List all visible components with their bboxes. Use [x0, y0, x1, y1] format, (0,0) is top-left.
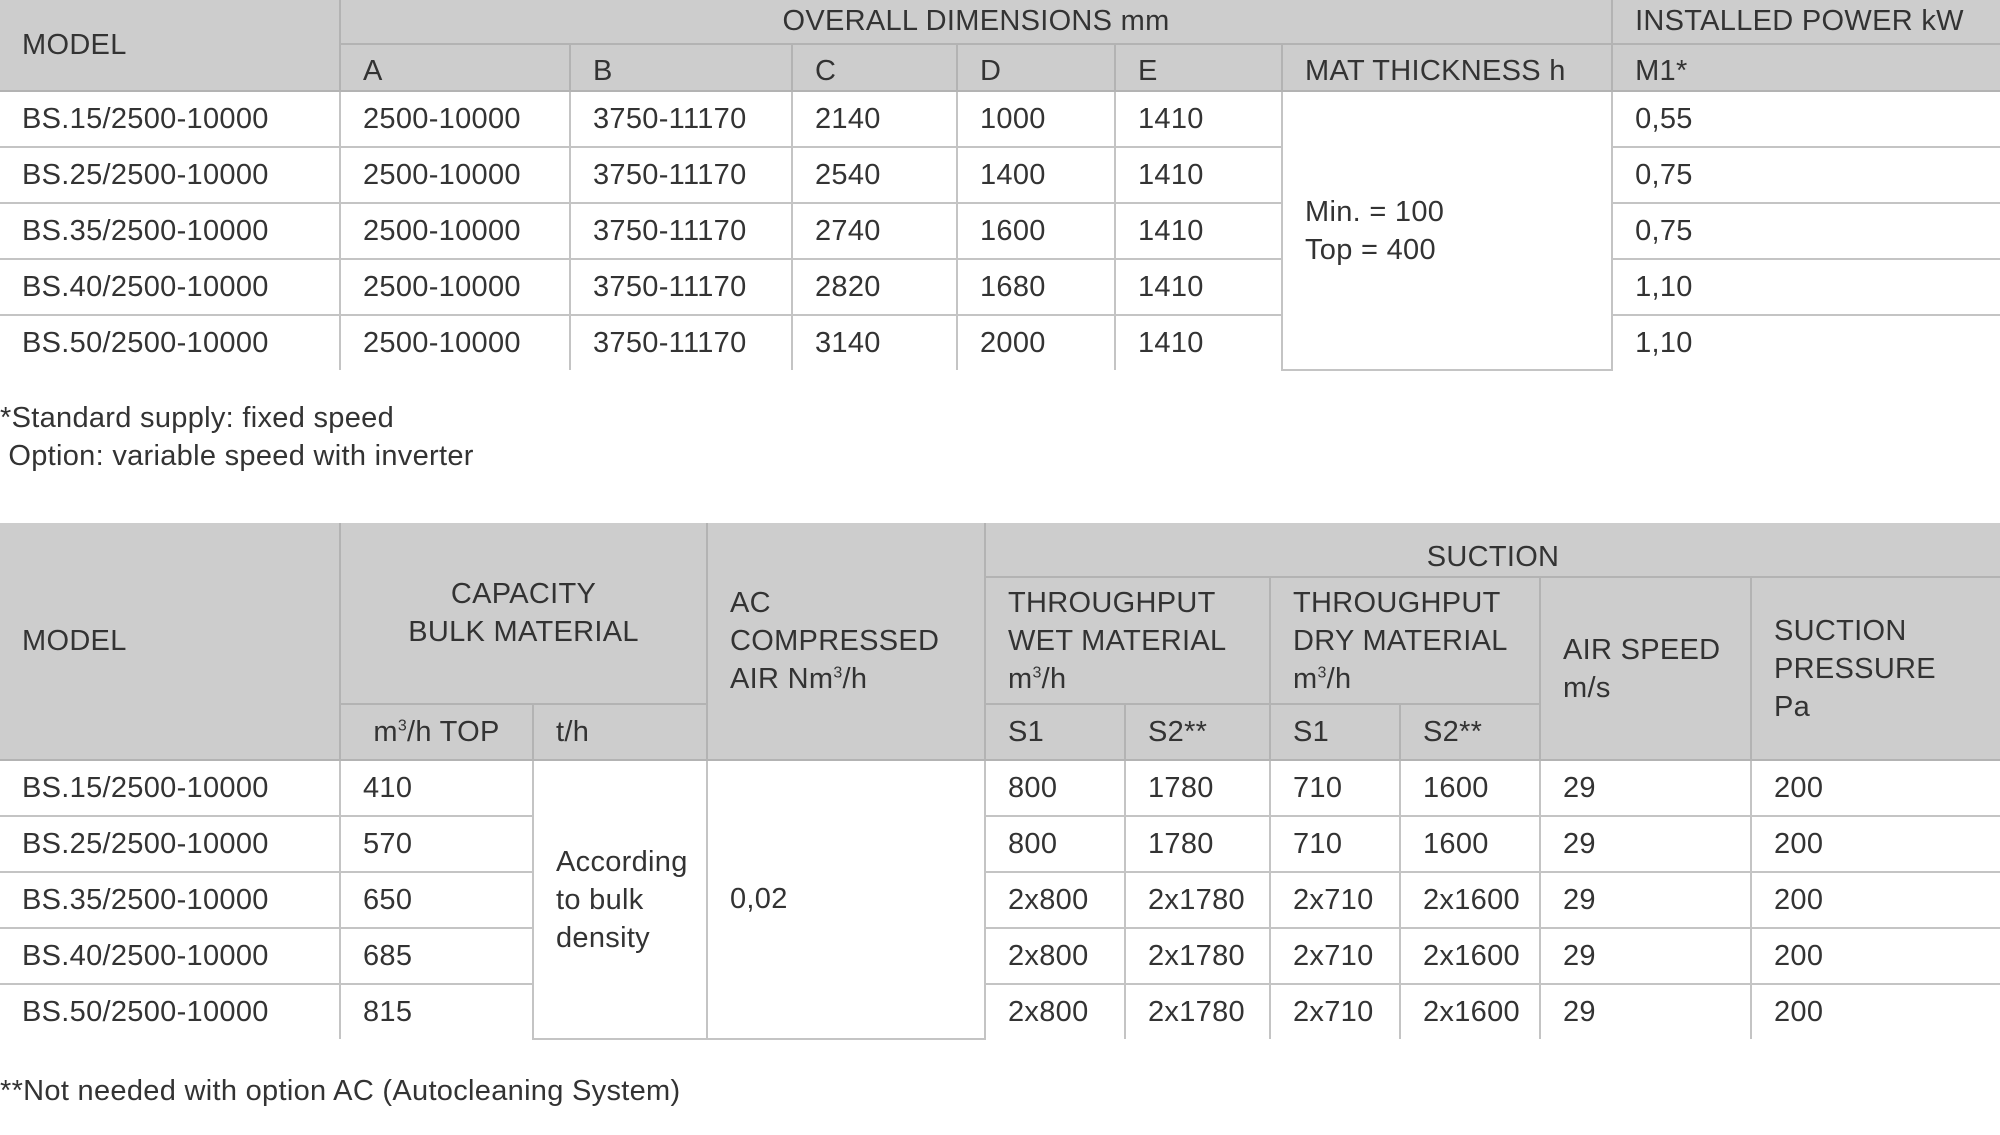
model-header: MODEL — [0, 523, 340, 760]
capacity-th-header: t/h — [533, 704, 707, 760]
table-row — [0, 816, 2000, 872]
m1-cell: 0,55 — [1612, 91, 2000, 147]
capacity-cell: 410 — [340, 760, 533, 816]
suction-pressure-cell: 200 — [1774, 995, 1824, 1028]
capacity-cell: 815 — [340, 984, 533, 1039]
table-row — [0, 315, 2000, 370]
dry-throughput-header — [1270, 577, 1540, 704]
air-speed-cell: 29 — [1540, 928, 1751, 984]
air-speed-header-line1: AIR SPEED — [1563, 633, 1721, 666]
m1-cell: 1,10 — [1612, 259, 2000, 315]
footnote-option: Option: variable speed with inverter — [0, 440, 474, 472]
table-row — [0, 203, 2000, 259]
air-speed-cell: 29 — [1540, 760, 1751, 816]
capacity-header — [340, 523, 707, 704]
dry-header-line1: THROUGHPUT — [1293, 586, 1501, 619]
footnote-standard-supply: *Standard supply: fixed speed — [0, 402, 395, 434]
dim-a-cell: 2500-10000 — [340, 315, 570, 370]
table-row — [0, 760, 2000, 816]
pressure-header-line3: Pa — [1774, 690, 1811, 723]
dry-s2-cell: 2x1600 — [1400, 928, 1540, 984]
m1-header: M1* — [1612, 44, 2000, 91]
suction-pressure-cell: 200 — [1751, 872, 2000, 928]
dim-a-header: A — [340, 44, 570, 91]
overall-dimensions-header: OVERALL DIMENSIONS mm — [340, 0, 1612, 44]
suction-pressure-cell: 200 — [1751, 816, 2000, 872]
ac-header-line3-sup: 3 — [833, 664, 843, 682]
compressed-air-cell: 0,02 — [707, 760, 985, 1039]
pressure-header-line2: PRESSURE — [1774, 652, 1936, 685]
dim-c-cell: 3140 — [792, 315, 957, 370]
mat-thickness-cell — [1282, 91, 1612, 370]
suction-header: SUCTION — [985, 523, 2000, 577]
dim-e-cell: 1410 — [1115, 315, 1282, 370]
wet-s2-cell: 2x1780 — [1125, 872, 1270, 928]
model-cell: BS.50/2500-10000 — [0, 315, 340, 370]
table-row — [0, 91, 2000, 147]
dim-b-header: B — [570, 44, 792, 91]
cap-m3-pre: m — [373, 715, 398, 748]
dim-b-cell: 3750-11170 — [570, 91, 792, 147]
dim-c-cell: 2140 — [792, 91, 957, 147]
table-row — [0, 872, 2000, 928]
dim-c-header: C — [792, 44, 957, 91]
ac-header-line3-post: /h — [842, 663, 868, 695]
ac-header-line1: AC — [730, 587, 771, 619]
dry-header-line3-post: /h — [1326, 662, 1352, 695]
air-speed-header — [1540, 577, 1751, 760]
dimensions-table — [0, 0, 2000, 371]
model-cell: BS.40/2500-10000 — [0, 928, 340, 984]
m1-cell: 1,10 — [1635, 326, 1693, 359]
dry-s1-cell: 2x710 — [1270, 872, 1400, 928]
model-cell: BS.25/2500-10000 — [0, 147, 340, 203]
wet-s1-cell: 2x800 — [985, 928, 1125, 984]
tph-line3: density — [556, 921, 650, 954]
dim-b-cell: 3750-11170 — [570, 259, 792, 315]
air-speed-header-line2: m/s — [1563, 671, 1611, 704]
ac-header-line3-pre: AIR Nm — [730, 663, 834, 695]
suction-pressure-header — [1751, 577, 2000, 760]
dim-e-header: E — [1115, 44, 1282, 91]
table-row — [0, 928, 2000, 984]
capacity-header-line1: CAPACITY — [450, 578, 597, 610]
dim-e-cell: 1410 — [1115, 91, 1282, 147]
wet-s2-cell: 2x1780 — [1125, 984, 1270, 1039]
dim-d-cell: 1680 — [957, 259, 1115, 315]
model-cell: BS.40/2500-10000 — [0, 259, 340, 315]
model-cell: BS.15/2500-10000 — [0, 91, 340, 147]
wet-header-line1: THROUGHPUT — [1008, 586, 1216, 619]
wet-s2-header: S2** — [1125, 704, 1270, 760]
wet-throughput-header — [985, 577, 1270, 704]
air-speed-cell: 29 — [1540, 984, 1751, 1039]
model-header: MODEL — [0, 0, 340, 91]
wet-s2-cell: 1780 — [1125, 760, 1270, 816]
dry-s2-cell: 2x1600 — [1400, 872, 1540, 928]
wet-header-line3-sup: 3 — [1032, 663, 1042, 681]
dim-a-cell: 2500-10000 — [340, 203, 570, 259]
dim-d-cell: 1400 — [957, 147, 1115, 203]
tph-line2: to bulk — [556, 883, 644, 916]
dim-d-cell: 1000 — [957, 91, 1115, 147]
model-cell: BS.35/2500-10000 — [0, 203, 340, 259]
dry-header-line3-sup: 3 — [1317, 663, 1327, 681]
model-cell: BS.15/2500-10000 — [0, 760, 340, 816]
dry-header-line3-pre: m — [1293, 662, 1318, 695]
suction-pressure-cell: 200 — [1751, 760, 2000, 816]
mat-min: Min. = 100 — [1305, 195, 1445, 228]
dry-s1-header: S1 — [1270, 704, 1400, 760]
model-cell: BS.50/2500-10000 — [0, 984, 340, 1039]
wet-s1-cell: 2x800 — [985, 984, 1125, 1039]
dim-a-cell: 2500-10000 — [340, 147, 570, 203]
air-speed-cell: 29 — [1540, 816, 1751, 872]
wet-s1-cell: 800 — [985, 816, 1125, 872]
wet-s2-cell: 1780 — [1125, 816, 1270, 872]
dim-e-cell: 1410 — [1115, 259, 1282, 315]
capacity-suction-table — [0, 523, 2000, 1040]
table-row — [0, 147, 2000, 203]
dim-b-cell: 3750-11170 — [570, 147, 792, 203]
capacity-header-line2: BULK MATERIAL — [408, 616, 639, 648]
wet-s1-cell: 2x800 — [985, 872, 1125, 928]
compressed-air-header — [707, 523, 985, 760]
wet-header-line2: WET MATERIAL — [1008, 624, 1227, 657]
capacity-cell: 650 — [340, 872, 533, 928]
dim-a-cell: 2500-10000 — [340, 259, 570, 315]
capacity-cell: 685 — [340, 928, 533, 984]
wet-s1-header: S1 — [985, 704, 1125, 760]
pressure-header-line1: SUCTION — [1774, 614, 1907, 647]
wet-header-line3-pre: m — [1008, 662, 1033, 695]
dry-s1-cell: 710 — [1270, 816, 1400, 872]
suction-pressure-cell: 200 — [1751, 928, 2000, 984]
dry-s2-cell: 2x1600 — [1400, 984, 1540, 1039]
dim-c-cell: 2540 — [792, 147, 957, 203]
capacity-m3h-header — [340, 704, 533, 760]
dim-d-cell: 1600 — [957, 203, 1115, 259]
dim-d-header: D — [957, 44, 1115, 91]
dry-s1-cell: 2x710 — [1270, 928, 1400, 984]
footnote-autocleaning: **Not needed with option AC (Autocleaning System) — [0, 1075, 681, 1107]
dim-d-cell: 2000 — [957, 315, 1115, 370]
dry-s2-cell: 1600 — [1400, 816, 1540, 872]
air-speed-cell: 29 — [1540, 872, 1751, 928]
dry-header-line2: DRY MATERIAL — [1293, 624, 1508, 657]
table-row — [0, 259, 2000, 315]
dim-c-cell: 2820 — [792, 259, 957, 315]
dim-a-cell: 2500-10000 — [340, 91, 570, 147]
dry-s1-cell: 710 — [1270, 760, 1400, 816]
installed-power-header: INSTALLED POWER kW — [1612, 0, 2000, 44]
wet-s2-cell: 2x1780 — [1125, 928, 1270, 984]
model-cell: BS.35/2500-10000 — [0, 872, 340, 928]
dry-s2-header: S2** — [1400, 704, 1540, 760]
cap-m3-post: /h TOP — [407, 715, 500, 748]
dry-s2-cell: 1600 — [1400, 760, 1540, 816]
table-row — [0, 984, 2000, 1039]
capacity-cell: 570 — [340, 816, 533, 872]
dim-e-cell: 1410 — [1115, 203, 1282, 259]
dim-b-cell: 3750-11170 — [570, 315, 792, 370]
dry-s1-cell: 2x710 — [1270, 984, 1400, 1039]
dim-e-cell: 1410 — [1115, 147, 1282, 203]
tph-cell — [533, 760, 707, 1039]
tph-line1: According — [556, 845, 688, 878]
wet-s1-cell: 800 — [985, 760, 1125, 816]
mat-top: Top = 400 — [1305, 233, 1436, 266]
dim-b-cell: 3750-11170 — [570, 203, 792, 259]
m1-cell: 0,75 — [1612, 203, 2000, 259]
cap-m3-sup: 3 — [397, 716, 408, 734]
ac-header-line2: COMPRESSED — [730, 625, 940, 657]
dim-c-cell: 2740 — [792, 203, 957, 259]
mat-thickness-header: MAT THICKNESS h — [1282, 44, 1612, 91]
wet-header-line3-post: /h — [1041, 662, 1067, 695]
model-cell: BS.25/2500-10000 — [0, 816, 340, 872]
m1-cell: 0,75 — [1612, 147, 2000, 203]
